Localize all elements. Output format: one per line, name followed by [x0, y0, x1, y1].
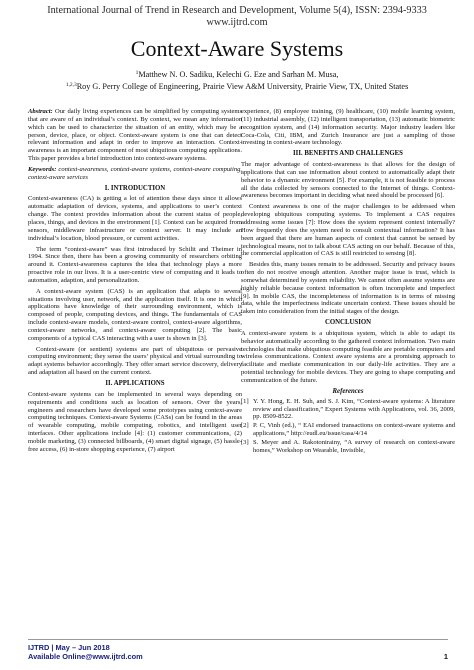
reference-item — [241, 398, 455, 422]
reference-item — [241, 439, 455, 455]
footer-issue: IJTRD | May – Jun 2018 — [28, 643, 110, 652]
reference-number: [1] — [241, 397, 249, 405]
author-names: $^1$Matthew N. O. Sadiku, Kelechi G. Eze and Sarhan M. Musa, — [135, 70, 339, 79]
section-title-introduction: I. INTRODUCTION — [104, 184, 166, 192]
reference-text: P. C, Vinh (ed.), “ EAI endorsed transactions on context-aware systems and applications,” http://eudl.eu/issue/casa/4/14 — [253, 422, 455, 438]
author-names-text: Matthew N. O. Sadiku, Kelechi G. Eze and Sarhan M. Musa, — [138, 70, 339, 79]
journal-header-url: www.ijtrd.com — [206, 17, 268, 28]
benefits-paragraph-2: Context awareness is one of the major challenges to be addressed when developing ubiquitous computing systems. To implement a CAS requires addressing some issues [7]: How does the system represent context internally? How frequently does the system need to consult contextual information? It has been argued that there are human aspects of context that cannot be sensed by technological means, not to talk about CAS acting on our behalf. Because of this, the commercial application of CAS is still restricted to sensing [8]. — [241, 203, 455, 258]
footer-divider — [28, 639, 448, 640]
benefits-paragraph-3: Besides this, many issues remain to be addressed. Security and privacy issues often do not receive enough attention. Another major issue is trust, which is somewhat determined by system reliability. We cannot often assume systems are highly reliable because context information is often incomplete and imperfect [9]. In mobile CAS, the incompleteness of information is in terms of missing data, while the imperfectness indicate uncertain context. These issues should be taken into consideration from the initial stages of the design. — [241, 261, 455, 316]
section-title-benefits: III. BENEFITS AND CHALLENGES — [293, 150, 403, 158]
intro-paragraph-1: Context-awareness (CA) is getting a lot of attention these days since it allows automatic adaptation of devices, systems, and applications to user’s context change. The context provides information about the current status of people, places, things, and devices in the environment [1]. Context can be acquired from sensors, middleware infrastructure or context server. It may include an individual’s location, blood pressure, or current activities. — [28, 195, 242, 242]
section-title-conclusion: CONCLUSION — [324, 319, 372, 327]
intro-paragraph-3: A context-aware system (CAS) is an application that adapts to several situations involving user, network, and the application itself. It is one in which applications have knowledge of their surrounding environment, which is composed of people, computing devices, and things. The fundamentals of CAS include context-aware models, context-aware control, context-aware algorithms, context-aware networks, and context-aware computing [2]. The basic components of a typical CAS interacting with a user is shown in [3]. — [28, 287, 242, 342]
applications-paragraph-1-continued: experience, (8) employee training, (9) healthcare, (10) mobile learning system, (11) industrial assembly, (12) intelligent transportation, (13) automatic biometric recognition system, and (14) information security. Major industry leaders like Coca-Cola, Citi, IBM, and Zurich Insurance are just a sampling of those investing in context-aware technology. — [241, 108, 455, 147]
keywords-label: Keywords: — [28, 165, 57, 173]
author-affiliation-text: Roy G. Perry College of Engineering, Prairie View A&M University, Prairie View, TX, United States — [76, 82, 409, 91]
references-title: References — [332, 387, 364, 395]
journal-header — [0, 5, 474, 29]
author-block — [0, 68, 474, 92]
reference-text: S. Meyer and A. Rakotonirainy, “A survey of research on context-aware homes,” Workshop on Wearable, Invisible, — [253, 438, 455, 454]
page-footer — [28, 643, 448, 661]
abstract-text: Our daily living experiences can be simplified by computing systems that are aware of an individual’s context. By context, we mean any information which can be used to characterize the situation of an entity, which may be a person, device, place, or object. Context-aware system is one that can detect relevant information and adapt in order to improve an interaction. Context-awareness is an important component of most ubiquitous computing applications. This paper provides a brief introduction into context-aware systems. — [28, 108, 242, 163]
intro-paragraph-4: Context-aware (or sentient) systems are part of ubiquitous or pervasive computing environment; they sense the users’ physical and virtual surrounding to adapt systems behavior accordingly. They offer smart service discovery, delivery and adaptation all based on the current context. — [28, 345, 242, 377]
section-title-applications: II. APPLICATIONS — [105, 380, 165, 387]
keywords-text: context-awareness, context-aware systems, context-aware computing, context-aware services — [28, 165, 243, 181]
benefits-paragraph-1: The major advantage of context-awareness is that allows for the design of applications that can use information about context to automatically adapt their behavior to a dynamic environment [5]. For example, it is not feasible to process all the data collected by sensors connected to the Internet of things. Context-awareness becomes important in deciding what need should be processed [6]. — [241, 161, 455, 200]
applications-paragraph-1: Context-aware systems can be implemented in several ways depending on requirements and conditions such as location of sensors. Over the years, engineers and researchers have developed some prototypes using context-aware computing techniques. Context-aware Systems (CASs) can be found in the areas of wearable computing, mobile computing, robotics, and intelligent user interfaces. Other applications include [4]: (1) customer communications, (2) mobile marketing, (3) connected billboards, (4) smart digital signage, (5) hassle-free access, (6) in-store shopping experience, (7) airport — [28, 390, 242, 453]
reference-text: Y. Y. Hong, E. H. Suh, and S. J. Kim, “Context-aware systems: A literature review and classification,” Expert Systems with Applications, vol. 36, 2009, pp. 8509-8522. — [253, 397, 455, 421]
reference-number: [3] — [241, 438, 249, 446]
reference-item — [241, 422, 455, 438]
page-number: 1 — [443, 652, 448, 661]
author-affiliation: $^{1,2,3}$Roy G. Perry College of Engineering, Prairie View A&M University, Prairie View, TX, United States — [65, 82, 409, 91]
intro-paragraph-2: The term “context-aware” was first introduced by Schilit and Theimer in 1994. Since then, there has been a growing community of researchers orbiting around it. Context-awareness captures the idea that technology plays a more proactive role in our lives. It is a user-centric view of computing and it leads to automation, adaption, and personalization. — [28, 245, 242, 284]
abstract-label: Abstract: — [28, 108, 53, 115]
journal-header-line1: International Journal of Trend in Research and Development, Volume 5(4), ISSN: 2394-9333 — [47, 5, 427, 16]
footer-availability: Available Online@www.ijtrd.com — [28, 652, 143, 661]
left-column — [28, 108, 242, 457]
paper-title: Context-Aware Systems — [130, 36, 344, 61]
right-column — [241, 108, 455, 456]
reference-number: [2] — [241, 422, 249, 430]
abstract — [28, 108, 242, 163]
keywords — [28, 166, 242, 182]
conclusion-paragraph: A context-aware system is a ubiquitous system, which is able to adapt its behavior automatically according to the gathered context information. Two main technologies that make ubiquitous computing feasible are portable computers and wireless communications. Context aware systems are a promising approach to facilitate and mediate communication in our daily-life activities. They are a potential technology for mobile devices. They are going to shape computing and communication of the future. — [241, 329, 455, 384]
